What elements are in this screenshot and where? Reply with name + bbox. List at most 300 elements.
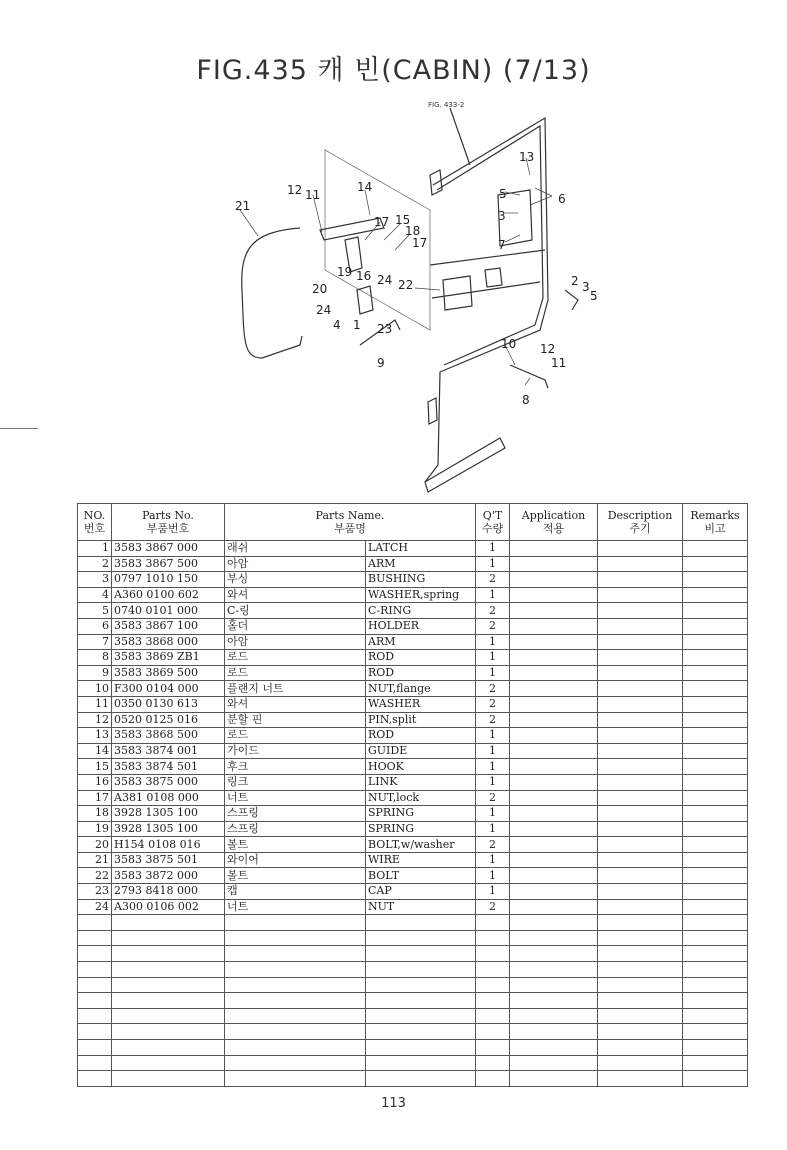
cell-remarks — [683, 728, 748, 744]
empty-cell — [225, 1040, 366, 1056]
cell-application — [510, 712, 598, 728]
cell-qty: 2 — [476, 603, 510, 619]
header-parts-no: Parts No. 부품번호 — [112, 504, 225, 541]
cell-qty: 1 — [476, 650, 510, 666]
table-row — [78, 821, 748, 837]
cell-name-kr: 볼트 — [225, 868, 366, 884]
empty-cell — [683, 915, 748, 931]
cell-application — [510, 681, 598, 697]
cell-name-kr: C-링 — [225, 603, 366, 619]
empty-cell — [366, 915, 476, 931]
empty-cell — [598, 915, 683, 931]
empty-cell — [78, 1055, 112, 1071]
empty-cell — [510, 962, 598, 978]
cell-parts-no: 3583 3867 000 — [112, 541, 225, 557]
cell-application — [510, 587, 598, 603]
cell-qty: 1 — [476, 868, 510, 884]
header-remarks: Remarks 비고 — [683, 504, 748, 541]
callout-label: 13 — [519, 150, 535, 164]
callout-label: 9 — [377, 356, 385, 370]
header-application: Application 적용 — [510, 504, 598, 541]
table-row — [78, 618, 748, 634]
cell-description — [598, 618, 683, 634]
cell-application — [510, 556, 598, 572]
table-row — [78, 852, 748, 868]
empty-cell — [112, 1040, 225, 1056]
empty-cell — [78, 1040, 112, 1056]
table-row — [78, 837, 748, 853]
callout-label: 10 — [501, 337, 517, 351]
arm-2 — [565, 290, 578, 310]
cell-parts-no: 3583 3868 500 — [112, 728, 225, 744]
empty-cell — [476, 946, 510, 962]
cell-application — [510, 774, 598, 790]
cell-parts-no: 0520 0125 016 — [112, 712, 225, 728]
empty-cell — [476, 993, 510, 1009]
cell-application — [510, 868, 598, 884]
cell-no: 14 — [78, 743, 112, 759]
cell-parts-no: 3583 3874 501 — [112, 759, 225, 775]
cell-name-kr: 와이어 — [225, 852, 366, 868]
page-number: 113 — [381, 1096, 406, 1111]
cell-qty: 1 — [476, 821, 510, 837]
parts-table — [77, 503, 748, 1087]
cell-name-kr: 너트 — [225, 790, 366, 806]
cell-qty: 1 — [476, 806, 510, 822]
cell-application — [510, 541, 598, 557]
cell-remarks — [683, 696, 748, 712]
cell-description — [598, 572, 683, 588]
cell-parts-no: 3583 3869 ZB1 — [112, 650, 225, 666]
cell-name-en: HOLDER — [366, 618, 476, 634]
door-bottom-rail — [425, 438, 505, 492]
empty-cell — [683, 1040, 748, 1056]
empty-cell — [683, 946, 748, 962]
cell-description — [598, 821, 683, 837]
empty-table-row — [78, 946, 748, 962]
empty-cell — [112, 977, 225, 993]
table-row — [78, 884, 748, 900]
header-parts-name: Parts Name. 부품명 — [225, 504, 476, 541]
cell-name-en: HOOK — [366, 759, 476, 775]
empty-cell — [366, 1008, 476, 1024]
empty-cell — [598, 977, 683, 993]
cell-application — [510, 899, 598, 915]
cell-name-en: ROD — [366, 665, 476, 681]
empty-cell — [78, 977, 112, 993]
empty-cell — [366, 946, 476, 962]
cell-remarks — [683, 868, 748, 884]
cell-no: 1 — [78, 541, 112, 557]
callout-label: 21 — [235, 199, 251, 213]
cell-no: 11 — [78, 696, 112, 712]
cell-application — [510, 837, 598, 853]
empty-cell — [476, 915, 510, 931]
cell-parts-no: 3583 3872 000 — [112, 868, 225, 884]
cell-description — [598, 681, 683, 697]
cell-parts-no: 3583 3867 100 — [112, 618, 225, 634]
cell-remarks — [683, 821, 748, 837]
callout-label: 17 — [412, 236, 428, 250]
cell-no: 12 — [78, 712, 112, 728]
empty-cell — [510, 930, 598, 946]
parts-table-body — [78, 541, 748, 1087]
cell-remarks — [683, 743, 748, 759]
empty-cell — [112, 962, 225, 978]
cell-name-kr: 볼트 — [225, 837, 366, 853]
callout-label: 14 — [357, 180, 373, 194]
cabin-parts-diagram — [230, 95, 630, 505]
cell-qty: 2 — [476, 899, 510, 915]
empty-table-row — [78, 962, 748, 978]
empty-cell — [366, 930, 476, 946]
cell-remarks — [683, 572, 748, 588]
table-row — [78, 634, 748, 650]
callout-label: 20 — [312, 282, 328, 296]
cell-description — [598, 712, 683, 728]
upper-hinge — [430, 170, 442, 195]
empty-cell — [510, 1008, 598, 1024]
margin-mark — [0, 428, 38, 429]
table-row — [78, 572, 748, 588]
callout-label: 7 — [498, 238, 506, 252]
table-row — [78, 665, 748, 681]
cell-remarks — [683, 884, 748, 900]
table-row — [78, 759, 748, 775]
callout-label: 1 — [353, 318, 361, 332]
empty-cell — [366, 1055, 476, 1071]
latch-link — [357, 286, 373, 314]
callout-label: 15 — [395, 213, 411, 227]
empty-cell — [112, 915, 225, 931]
cell-name-kr: 분할 핀 — [225, 712, 366, 728]
cell-remarks — [683, 556, 748, 572]
cell-remarks — [683, 650, 748, 666]
callout-label: 11 — [305, 188, 321, 202]
empty-cell — [112, 930, 225, 946]
cell-name-en: SPRING — [366, 806, 476, 822]
empty-table-row — [78, 993, 748, 1009]
cell-name-kr: 너트 — [225, 899, 366, 915]
empty-cell — [510, 1071, 598, 1087]
cell-description — [598, 868, 683, 884]
lock-bracket-2 — [485, 268, 502, 287]
table-row — [78, 743, 748, 759]
cell-description — [598, 603, 683, 619]
cell-qty: 2 — [476, 572, 510, 588]
empty-table-row — [78, 1040, 748, 1056]
empty-cell — [683, 930, 748, 946]
cell-name-en: WIRE — [366, 852, 476, 868]
empty-cell — [112, 993, 225, 1009]
callout-label: 12 — [540, 342, 556, 356]
cell-no: 10 — [78, 681, 112, 697]
empty-cell — [225, 977, 366, 993]
empty-cell — [683, 1024, 748, 1040]
empty-cell — [476, 930, 510, 946]
cell-name-en: LATCH — [366, 541, 476, 557]
empty-cell — [598, 993, 683, 1009]
cell-parts-no: 3583 3869 500 — [112, 665, 225, 681]
callout-label: 2 — [571, 274, 579, 288]
cell-qty: 2 — [476, 696, 510, 712]
empty-cell — [112, 1024, 225, 1040]
table-row — [78, 806, 748, 822]
cell-no: 2 — [78, 556, 112, 572]
empty-cell — [476, 1040, 510, 1056]
empty-cell — [225, 993, 366, 1009]
cell-qty: 2 — [476, 712, 510, 728]
empty-cell — [476, 977, 510, 993]
cell-qty: 1 — [476, 541, 510, 557]
cell-name-kr: 링크 — [225, 774, 366, 790]
cell-application — [510, 650, 598, 666]
cell-no: 15 — [78, 759, 112, 775]
empty-cell — [683, 993, 748, 1009]
cell-application — [510, 618, 598, 634]
cell-description — [598, 541, 683, 557]
empty-cell — [598, 962, 683, 978]
cell-parts-no: 2793 8418 000 — [112, 884, 225, 900]
empty-cell — [78, 1071, 112, 1087]
cell-description — [598, 790, 683, 806]
table-row — [78, 541, 748, 557]
cell-name-kr: 와셔 — [225, 696, 366, 712]
cell-description — [598, 696, 683, 712]
cell-name-en: C-RING — [366, 603, 476, 619]
cell-parts-no: 0740 0101 000 — [112, 603, 225, 619]
cell-name-en: NUT,flange — [366, 681, 476, 697]
cell-remarks — [683, 790, 748, 806]
cell-parts-no: 3583 3867 500 — [112, 556, 225, 572]
empty-cell — [225, 962, 366, 978]
cell-description — [598, 556, 683, 572]
cell-no: 16 — [78, 774, 112, 790]
table-row — [78, 681, 748, 697]
cell-parts-no: A381 0108 000 — [112, 790, 225, 806]
empty-cell — [683, 962, 748, 978]
table-row — [78, 556, 748, 572]
empty-cell — [476, 1055, 510, 1071]
cell-qty: 1 — [476, 556, 510, 572]
cell-remarks — [683, 852, 748, 868]
callout-label: 24 — [377, 273, 393, 287]
empty-cell — [112, 1008, 225, 1024]
cell-remarks — [683, 837, 748, 853]
cell-description — [598, 837, 683, 853]
cell-application — [510, 821, 598, 837]
cell-qty: 2 — [476, 618, 510, 634]
cell-qty: 1 — [476, 774, 510, 790]
cell-remarks — [683, 806, 748, 822]
rod-8 — [510, 365, 548, 388]
cell-name-kr: 로드 — [225, 665, 366, 681]
cell-parts-no: 0350 0130 613 — [112, 696, 225, 712]
header-qty: Q'T 수량 — [476, 504, 510, 541]
cell-name-kr: 홀더 — [225, 618, 366, 634]
header-no: NO. 번호 — [78, 504, 112, 541]
cell-description — [598, 650, 683, 666]
empty-cell — [683, 1071, 748, 1087]
cell-name-en: NUT,lock — [366, 790, 476, 806]
cell-application — [510, 884, 598, 900]
cell-description — [598, 665, 683, 681]
empty-cell — [366, 1040, 476, 1056]
callout-label: 24 — [316, 303, 332, 317]
cell-no: 24 — [78, 899, 112, 915]
cell-qty: 1 — [476, 634, 510, 650]
cell-application — [510, 852, 598, 868]
cell-remarks — [683, 618, 748, 634]
cell-application — [510, 728, 598, 744]
cell-name-en: PIN,split — [366, 712, 476, 728]
cell-parts-no: H154 0108 016 — [112, 837, 225, 853]
cell-name-kr: 아암 — [225, 634, 366, 650]
cell-parts-no: A300 0106 002 — [112, 899, 225, 915]
table-row — [78, 712, 748, 728]
cell-parts-no: 3928 1305 100 — [112, 806, 225, 822]
callout-label: 5 — [590, 289, 598, 303]
empty-cell — [366, 1071, 476, 1087]
cell-name-en: BOLT,w/washer — [366, 837, 476, 853]
cell-parts-no: 3928 1305 100 — [112, 821, 225, 837]
table-row — [78, 774, 748, 790]
empty-cell — [598, 946, 683, 962]
cell-remarks — [683, 712, 748, 728]
cell-application — [510, 743, 598, 759]
cell-no: 7 — [78, 634, 112, 650]
empty-cell — [225, 930, 366, 946]
cell-no: 5 — [78, 603, 112, 619]
cell-qty: 2 — [476, 837, 510, 853]
empty-cell — [78, 993, 112, 1009]
cell-qty: 1 — [476, 665, 510, 681]
cell-no: 19 — [78, 821, 112, 837]
cell-name-en: ARM — [366, 556, 476, 572]
cell-application — [510, 665, 598, 681]
cell-name-kr: 가이드 — [225, 743, 366, 759]
callout-label: 12 — [287, 183, 303, 197]
cell-name-kr: 래쉬 — [225, 541, 366, 557]
empty-table-row — [78, 977, 748, 993]
empty-cell — [510, 993, 598, 1009]
cell-qty: 1 — [476, 743, 510, 759]
cell-remarks — [683, 587, 748, 603]
cell-qty: 1 — [476, 759, 510, 775]
cell-no: 22 — [78, 868, 112, 884]
cell-description — [598, 743, 683, 759]
cell-remarks — [683, 759, 748, 775]
empty-cell — [366, 1024, 476, 1040]
wire-cable — [242, 228, 302, 358]
table-row — [78, 899, 748, 915]
empty-cell — [225, 946, 366, 962]
empty-cell — [510, 1055, 598, 1071]
empty-cell — [510, 1040, 598, 1056]
cell-application — [510, 603, 598, 619]
cell-name-en: ARM — [366, 634, 476, 650]
cell-description — [598, 587, 683, 603]
cell-description — [598, 899, 683, 915]
empty-cell — [476, 1008, 510, 1024]
empty-cell — [598, 1024, 683, 1040]
empty-cell — [366, 993, 476, 1009]
cell-no: 3 — [78, 572, 112, 588]
empty-cell — [78, 962, 112, 978]
cell-name-kr: 캡 — [225, 884, 366, 900]
cell-name-kr: 로드 — [225, 728, 366, 744]
cell-name-en: BUSHING — [366, 572, 476, 588]
table-row — [78, 696, 748, 712]
cell-application — [510, 759, 598, 775]
table-row — [78, 603, 748, 619]
empty-cell — [78, 930, 112, 946]
cell-name-en: WASHER,spring — [366, 587, 476, 603]
empty-table-row — [78, 1055, 748, 1071]
cell-no: 23 — [78, 884, 112, 900]
empty-cell — [225, 1024, 366, 1040]
door-frame-rail — [430, 250, 545, 265]
table-header-row — [78, 504, 748, 541]
header-description: Description 주기 — [598, 504, 683, 541]
empty-table-row — [78, 1024, 748, 1040]
fig-433-ref-leader — [450, 108, 470, 165]
cell-description — [598, 728, 683, 744]
empty-cell — [112, 1071, 225, 1087]
empty-cell — [476, 962, 510, 978]
figure-title: FIG.435 캐 빈(CABIN) (7/13) — [196, 55, 591, 86]
cell-remarks — [683, 541, 748, 557]
table-row — [78, 650, 748, 666]
cell-no: 6 — [78, 618, 112, 634]
empty-cell — [683, 1055, 748, 1071]
cell-qty: 2 — [476, 790, 510, 806]
cell-application — [510, 790, 598, 806]
cell-description — [598, 634, 683, 650]
callout-label: 8 — [522, 393, 530, 407]
cell-application — [510, 634, 598, 650]
cell-no: 17 — [78, 790, 112, 806]
empty-cell — [78, 1024, 112, 1040]
table-row — [78, 790, 748, 806]
lower-hinge — [428, 398, 437, 424]
cell-name-kr: 후크 — [225, 759, 366, 775]
cell-name-kr: 스프링 — [225, 821, 366, 837]
empty-cell — [366, 962, 476, 978]
empty-cell — [476, 1071, 510, 1087]
empty-cell — [78, 946, 112, 962]
empty-cell — [510, 977, 598, 993]
cell-name-kr: 스프링 — [225, 806, 366, 822]
cell-description — [598, 852, 683, 868]
empty-cell — [598, 1055, 683, 1071]
empty-cell — [510, 1024, 598, 1040]
cell-application — [510, 806, 598, 822]
figure-reference-label: FIG. 433-2 — [428, 101, 465, 109]
cell-qty: 1 — [476, 587, 510, 603]
empty-cell — [510, 915, 598, 931]
cell-description — [598, 759, 683, 775]
cell-remarks — [683, 899, 748, 915]
callout-label: 3 — [498, 209, 506, 223]
empty-cell — [510, 946, 598, 962]
table-row — [78, 868, 748, 884]
cell-description — [598, 884, 683, 900]
cell-description — [598, 806, 683, 822]
empty-cell — [112, 946, 225, 962]
cell-name-en: LINK — [366, 774, 476, 790]
cell-description — [598, 774, 683, 790]
